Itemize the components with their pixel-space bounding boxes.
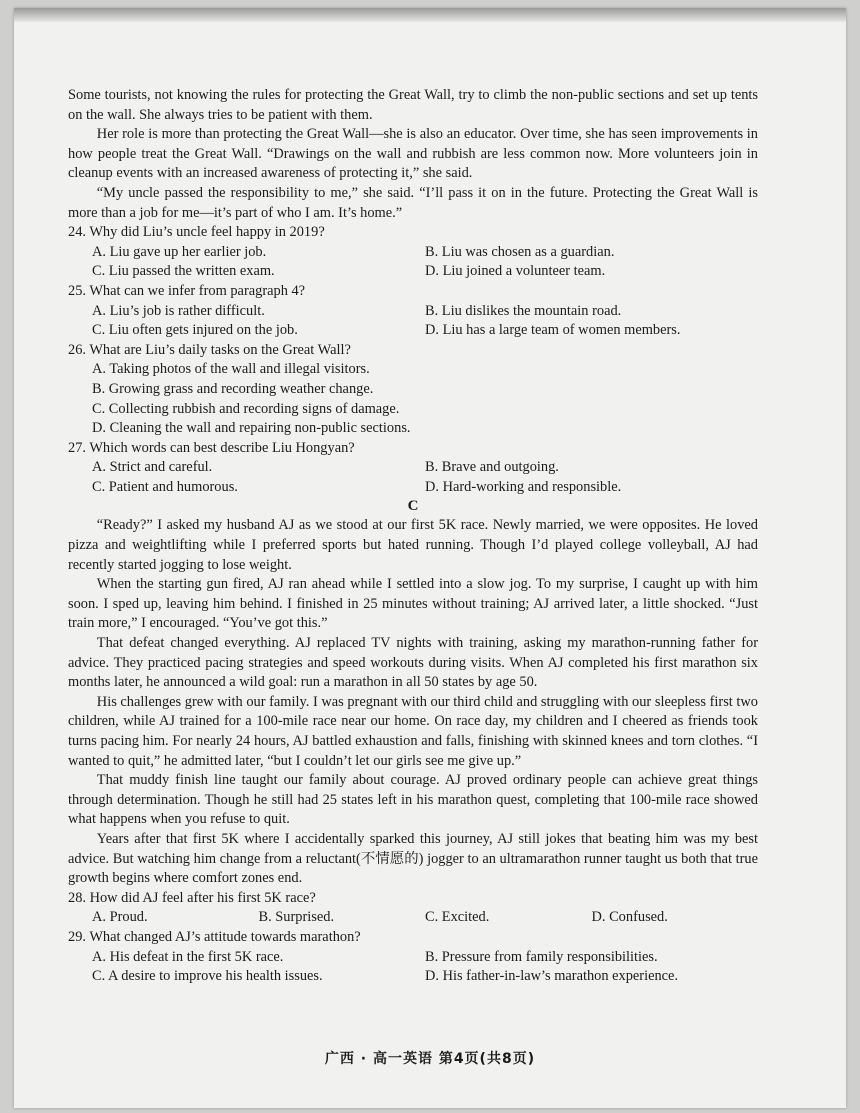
option-a: A. Taking photos of the wall and illegal visitors. [92, 361, 370, 378]
option-b: B. Liu dislikes the mountain road. [425, 302, 622, 319]
option-d: D. Confused. [591, 909, 668, 926]
option-a: A. Proud. [92, 909, 148, 926]
option-c: C. Liu passed the written exam. [92, 263, 275, 280]
passage-paragraph: His challenges grew with our family. I was pregnant with our third child and struggling with our sleepless first two children, while AJ trained for a 100-mile race near our home. On race day, my children and I cheered as friends took turns pacing him. For nearly 24 hours, AJ battled exhaustion and falls, finishing with skinned knees and torn clothes. “I wanted to quit,” he admitted later, “but I couldn’t let our girls see me give up.” [68, 693, 758, 769]
passage-paragraph: “Ready?” I asked my husband AJ as we stood at our first 5K race. Newly married, we were opposites. He loved pizza and weightlifting while I preferred sports but hated running. Though I’d played college volleyball, AJ had recently started jogging to lose weight. [68, 517, 758, 573]
question-26 [68, 341, 758, 439]
passage-paragraph: That muddy finish line taught our family about courage. AJ proved ordinary people can achieve great things through determination. Though he still had 25 states left in his marathon quest, completing that 100-mile race showed what happens when you refuse to quit. [68, 772, 758, 828]
question-stem: 29. What changed AJ’s attitude towards marathon? [68, 928, 361, 945]
question-24 [68, 223, 758, 282]
passage-paragraph: Some tourists, not knowing the rules for protecting the Great Wall, try to climb the non-public sections and set up tents on the wall. She always tries to be patient with them. [68, 87, 758, 123]
option-a: A. Liu’s job is rather difficult. [92, 302, 265, 319]
question-29 [68, 928, 758, 987]
option-c: C. Liu often gets injured on the job. [92, 322, 298, 339]
option-b: B. Surprised. [258, 909, 335, 926]
passage-paragraph: Years after that first 5K where I accidentally sparked this journey, AJ still jokes that beating him was my best advice. But watching him change from a reluctant(不情愿的) jogger to an ultramarathon runner taught us both that true growth begins where comfort zones end. [68, 830, 758, 887]
option-d: D. Liu has a large team of women members. [425, 322, 681, 339]
section-c-heading: C [407, 498, 419, 515]
page-edge-shadow [14, 8, 846, 22]
option-d: D. His father-in-law’s marathon experience. [425, 968, 679, 985]
question-stem: 25. What can we infer from paragraph 4? [68, 282, 306, 299]
option-d: D. Liu joined a volunteer team. [425, 263, 606, 280]
question-25 [68, 282, 758, 341]
option-c: C. Patient and humorous. [92, 478, 238, 495]
option-b: B. Brave and outgoing. [425, 459, 559, 476]
option-d: D. Hard-working and responsible. [425, 478, 622, 495]
question-stem: 27. Which words can best describe Liu Hongyan? [68, 439, 355, 456]
question-27 [68, 439, 758, 498]
question-28 [68, 889, 758, 928]
page-footer: 广西 · 高一英语 第4页(共8页) [324, 1051, 536, 1067]
option-a: A. Strict and careful. [92, 459, 213, 476]
question-stem: 26. What are Liu’s daily tasks on the Great Wall? [68, 341, 351, 358]
passage-paragraph: That defeat changed everything. AJ replaced TV nights with training, asking my marathon-running father for advice. They practiced pacing strategies and speed workouts during visits. When AJ completed his first marathon six months later, he announced a wild goal: run a marathon in all 50 states by age 50. [68, 635, 758, 691]
page-content [68, 86, 758, 987]
passage-paragraph: Her role is more than protecting the Great Wall—she is also an educator. Over time, she has seen improvements in how people treat the Great Wall. “Drawings on the wall and rubbish are less common now. More volunteers join in cleanup events with an increased awareness of protecting it,” she said. [68, 126, 758, 182]
question-stem: 28. How did AJ feel after his first 5K race? [68, 889, 316, 906]
option-a: A. Liu gave up her earlier job. [92, 243, 267, 260]
option-c: C. A desire to improve his health issues. [92, 968, 323, 985]
option-c: C. Collecting rubbish and recording signs of damage. [92, 400, 400, 417]
option-a: A. His defeat in the first 5K race. [92, 948, 284, 965]
option-c: C. Excited. [425, 909, 490, 926]
passage-paragraph: “My uncle passed the responsibility to me,” she said. “I’ll pass it on in the future. Protecting the Great Wall is more than a job for me—it’s part of who I am. It’s home.” [68, 184, 758, 221]
option-b: B. Pressure from family responsibilities. [425, 948, 658, 965]
option-d: D. Cleaning the wall and repairing non-public sections. [92, 420, 411, 437]
option-b: B. Growing grass and recording weather change. [92, 380, 374, 397]
option-b: B. Liu was chosen as a guardian. [425, 243, 615, 260]
exam-page [14, 8, 846, 1108]
passage-paragraph: When the starting gun fired, AJ ran ahead while I settled into a slow jog. To my surprise, I caught up with him soon. I sped up, leaving him behind. I finished in 25 minutes without training; AJ arrived later, a little shocked. “Just train more,” I encouraged. “You’ve got this.” [68, 576, 758, 632]
question-stem: 24. Why did Liu’s uncle feel happy in 2019? [68, 224, 325, 241]
